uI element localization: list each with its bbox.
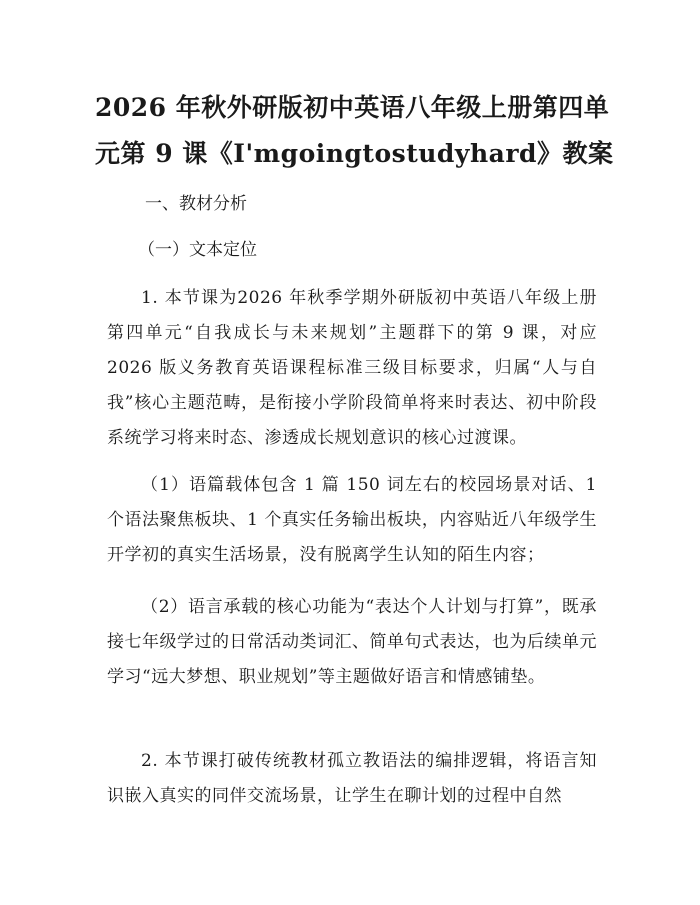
paragraph-4: 2. 本节课打破传统教材孤立教语法的编排逻辑，将语言知识嵌入真实的同伴交流场景，让学生在聊计划的过程中自然 bbox=[107, 751, 597, 806]
document-title-line-1: 2026 年秋外研版初中英语八年级上册第四单 bbox=[95, 93, 610, 122]
paragraph-3: （2）语言承载的核心功能为“表达个人计划与打算”，既承接七年级学过的日常活动类词汇、简单句式表达，也为后续单元学习“远大梦想、职业规划”等主题做好语言和情感铺垫。 bbox=[107, 597, 597, 687]
document-title-line-2: 元第 9 课《I'mgoingtostudyhard》教案 bbox=[95, 139, 614, 168]
section-heading: 一、教材分析 bbox=[145, 194, 247, 214]
subsection-heading: （一）文本定位 bbox=[138, 240, 257, 260]
paragraph-2: （1）语篇载体包含 1 篇 150 词左右的校园场景对话、1 个语法聚焦板块、1 个真实任务输出板块，内容贴近八年级学生开学初的真实生活场景，没有脱离学生认知的陌生内容； bbox=[107, 475, 597, 565]
paragraph-1: 1. 本节课为2026 年秋季学期外研版初中英语八年级上册第四单元“自我成长与未来规划”主题群下的第 9 课，对应 2026 版义务教育英语课程标准三级目标要求，归属“人与自我”核心主题范畴，是衔接小学阶段简单将来时表达、初中阶段系统学习将来时态、渗透成长规划意识的核心过渡课。 bbox=[107, 288, 597, 448]
